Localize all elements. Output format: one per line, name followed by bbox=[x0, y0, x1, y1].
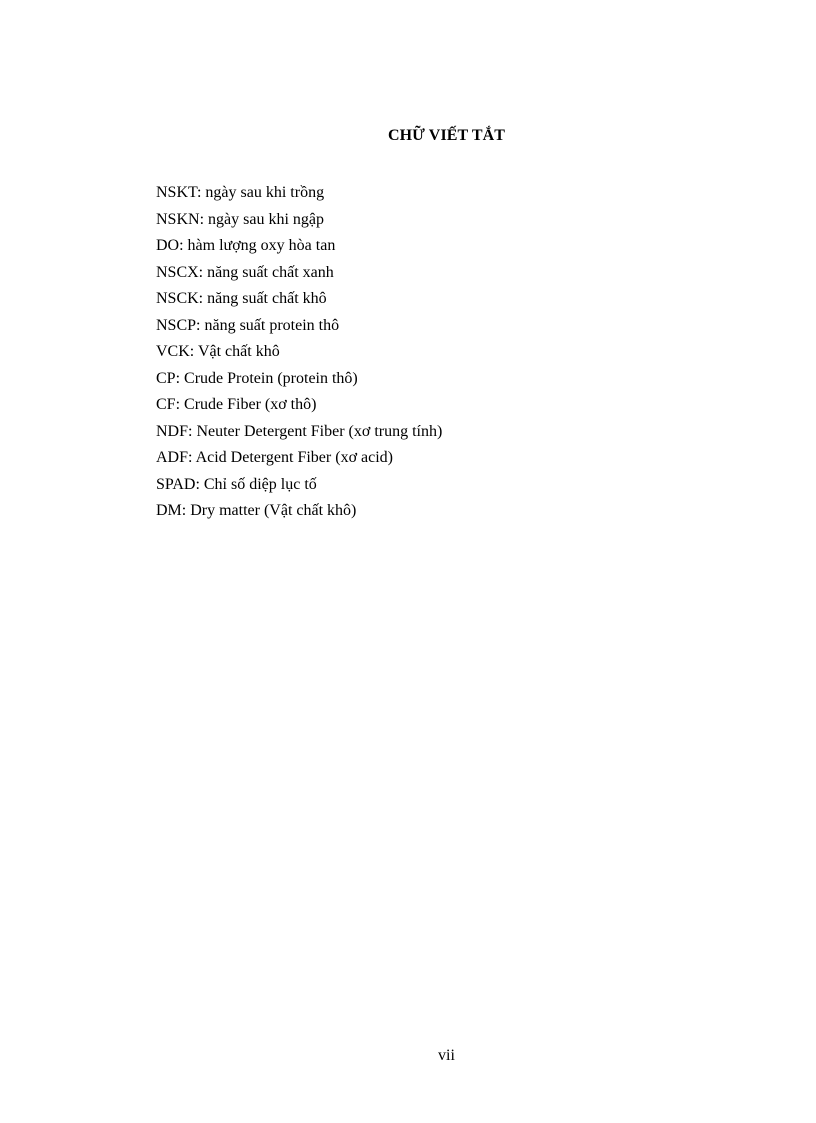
abbreviation-list bbox=[156, 180, 442, 525]
page-number: vii bbox=[438, 1047, 455, 1064]
abbreviation-item: CF: Crude Fiber (xơ thô) bbox=[156, 396, 317, 413]
abbreviation-item: NSCK: năng suất chất khô bbox=[156, 290, 327, 307]
abbreviation-item: CP: Crude Protein (protein thô) bbox=[156, 369, 358, 387]
abbreviation-item: SPAD: Chỉ số diệp lục tố bbox=[156, 475, 317, 493]
abbreviation-item: DM: Dry matter (Vật chất khô) bbox=[156, 502, 357, 519]
abbreviation-item: VCK: Vật chất khô bbox=[156, 343, 280, 360]
abbreviation-item: NSKN: ngày sau khi ngập bbox=[156, 210, 324, 228]
abbreviation-item: NSCX: năng suất chất xanh bbox=[156, 263, 334, 281]
abbreviation-item: ADF: Acid Detergent Fiber (xơ acid) bbox=[156, 449, 393, 466]
abbreviation-item: NDF: Neuter Detergent Fiber (xơ trung tính) bbox=[156, 422, 443, 440]
abbreviation-item: NSCP: năng suất protein thô bbox=[156, 316, 340, 334]
abbreviation-item: NSKT: ngày sau khi trồng bbox=[156, 184, 325, 201]
page-title: CHỮ VIẾT TẮT bbox=[387, 127, 506, 144]
abbreviation-item: DO: hàm lượng oxy hòa tan bbox=[156, 237, 336, 254]
